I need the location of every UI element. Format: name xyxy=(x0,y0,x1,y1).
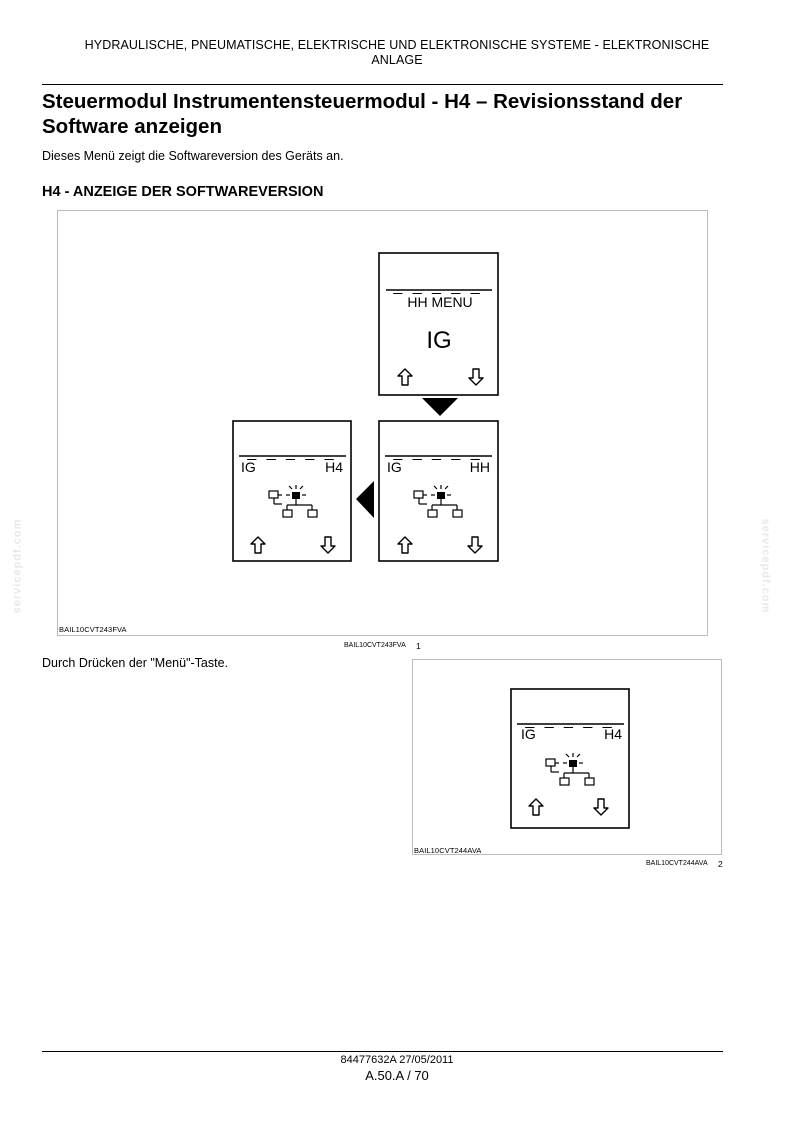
body-text: Durch Drücken der "Menü"-Taste. xyxy=(42,656,229,670)
watermark-left: servicepdf.com xyxy=(11,518,24,614)
screen-left-label: IG xyxy=(241,459,256,475)
intro-text: Dieses Menü zeigt die Softwareversion des Geräts an. xyxy=(42,149,344,163)
figure-1-number: 1 xyxy=(416,641,421,651)
figure-2-id: BAIL10CVT244AVA xyxy=(414,846,482,855)
section-heading: H4 - ANZEIGE DER SOFTWAREVERSION xyxy=(42,184,324,200)
header-line-2: ANLAGE xyxy=(371,53,423,67)
figure-1-caption: BAIL10CVT243FVA xyxy=(344,642,406,649)
title-line-2: Software anzeigen xyxy=(42,115,222,138)
footer-page-number: A.50.A / 70 xyxy=(365,1068,429,1083)
screen-dashes: _ _ _ _ _ xyxy=(525,712,615,729)
footer-doc-ref: 84477632A 27/05/2011 xyxy=(340,1054,454,1066)
screen-ig-hh xyxy=(379,421,498,561)
figure-2-diagram xyxy=(413,660,721,854)
footer-rule xyxy=(42,1051,723,1052)
screen-dashes: _ _ _ _ _ xyxy=(393,444,483,461)
screen-dashes: _ _ _ _ _ xyxy=(247,444,337,461)
screen-right-label: H4 xyxy=(604,726,622,742)
screen-ig-h4 xyxy=(233,421,351,561)
page-title xyxy=(42,89,742,139)
title-line-1: Steuermodul Instrumentensteuermodul - H4 – Revisionsstand der xyxy=(42,90,683,113)
screen-right-label: HH xyxy=(469,459,490,475)
watermark-right: servicepdf.com xyxy=(759,518,772,614)
figure-1-diagram xyxy=(58,211,707,635)
screen-ig-h4 xyxy=(511,689,629,828)
header-line-1: HYDRAULISCHE, PNEUMATISCHE, ELEKTRISCHE UND ELEKTRONISCHE SYSTEME - ELEKTRONISCHE xyxy=(84,38,710,52)
screen-menu-label: HH MENU xyxy=(407,294,473,310)
figure-2-frame xyxy=(412,659,722,855)
screen-code-label: IG xyxy=(426,327,452,354)
screen-right-label: H4 xyxy=(325,459,343,475)
left-triangle-icon xyxy=(356,481,374,518)
header-rule xyxy=(42,84,723,85)
screen-hh-menu xyxy=(379,253,498,395)
figure-1-id: BAIL10CVT243FVA xyxy=(59,625,127,634)
screen-left-label: IG xyxy=(387,459,402,475)
figure-1-frame xyxy=(57,210,708,636)
down-triangle-icon xyxy=(422,398,458,416)
figure-2-caption: BAIL10CVT244AVA xyxy=(646,860,708,867)
screen-left-label: IG xyxy=(521,726,536,742)
screen-dashes: _ _ _ _ _ xyxy=(393,278,483,295)
figure-2-number: 2 xyxy=(718,859,723,869)
page-header xyxy=(40,38,754,68)
